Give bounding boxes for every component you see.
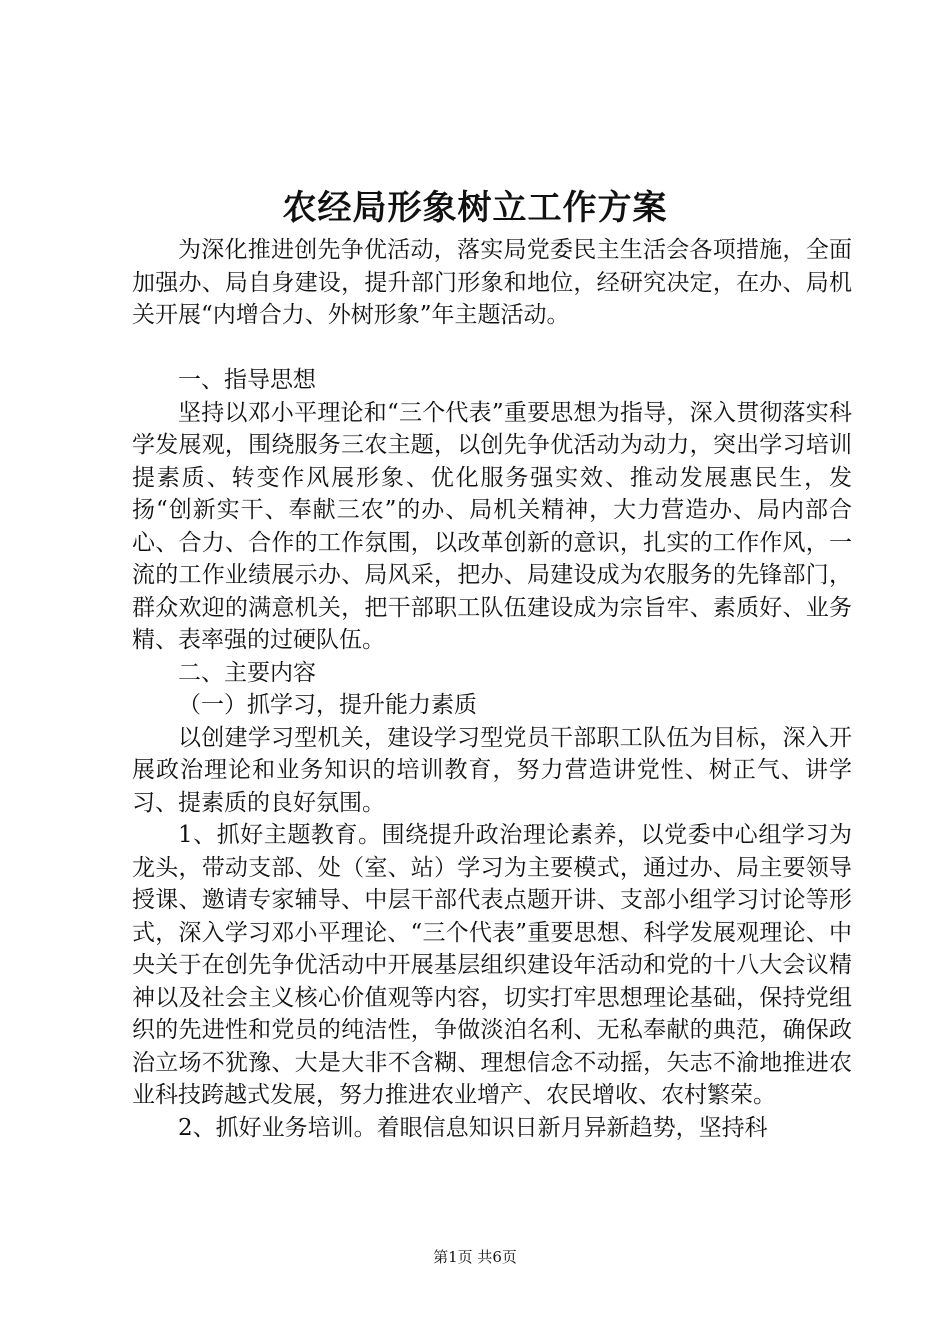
document-title: 农经局形象树立工作方案 [282,188,668,228]
paragraph-business-training: 2、抓好业务培训。着眼信息知识日新月异新趋势，坚持科 [178,1114,768,1141]
paragraph-guiding-ideology: 坚持以邓小平理论和“三个代表”重要思想为指导，深入贯彻落实科学发展观，围绕服务三农主题，以创先争优活动为动力，突出学习培训提素质、转变作风展形象、优化服务强实效、推动发展惠民生，发扬“创新实干、奉献三农”的办、局机关精神，大力营造办、局内部合心、合力、合作的工作氛围，以改革创新的意识，扎实的工作作风，一流的工作业绩展示办、局风采，把办、局建设成为农服务的先锋部门，群众欢迎的满意机关，把干部职工队伍建设成为宗旨牢、素质好、业务精、表率强的过硬队伍。 [132,399,852,653]
page-footer: 第1页 共6页 [433,1248,517,1266]
paragraph-theme-education: 1、抓好主题教育。围绕提升政治理论素养，以党委中心组学习为龙头，带动支部、处（室、站）学习为主要模式，通过办、局主要领导授课、邀请专家辅导、中层干部代表点题开讲、支部小组学习讨论等形式，深入学习邓小平理论、“三个代表”重要思想、科学发展观理论、中央关于在创先争优活动中开展基层组织建设年活动和党的十八大会议精神以及社会主义核心价值观等内容，切实打牢思想理论基础，保持党组织的先进性和党员的纯洁性，争做淡泊名利、无私奉献的典范，确保政治立场不犹豫、大是大非不含糊、理想信念不动摇，矢志不渝地推进农业科技跨越式发展，努力推进农业增产、农民增收、农村繁荣。 [132,822,852,1108]
intro-paragraph: 为深化推进创先争优活动，落实局党委民主生活会各项措施，全面加强办、局自身建设，提升部门形象和地位，经研究决定，在办、局机关开展“内增合力、外树形象”年主题活动。 [132,237,852,328]
document-body [132,234,852,1144]
section-heading-guiding-ideology: 一、指导思想 [178,367,316,393]
subsection-heading-study: （一）抓学习，提升能力素质 [178,692,477,718]
paragraph-study-goal: 以创建学习型机关，建设学习型党员干部职工队伍为目标，深入开展政治理论和业务知识的培训教育，努力营造讲党性、树正气、讲学习、提素质的良好氛围。 [132,724,852,816]
section-heading-main-content: 二、主要内容 [178,659,316,686]
